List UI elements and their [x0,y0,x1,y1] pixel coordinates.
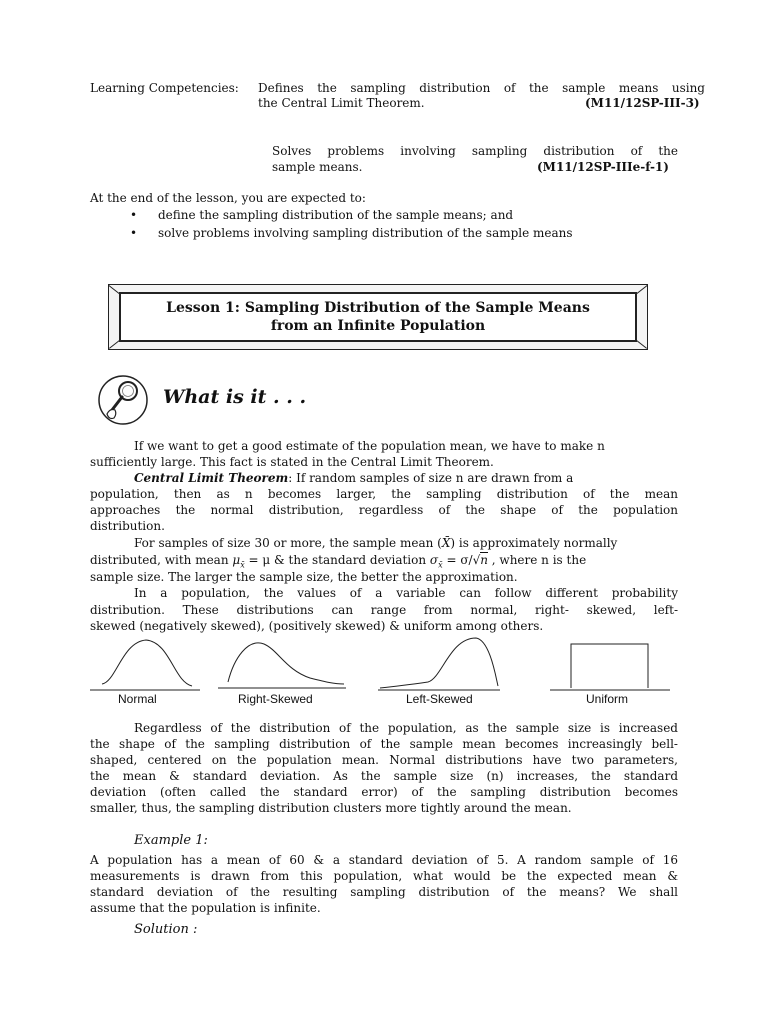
example-line2: measurements is drawn from this population, what would be the expected mean & [90,869,678,883]
example-heading: Example 1: [134,833,208,848]
p3-line2-a: distributed, with mean [90,553,229,567]
objective-item: • define the sampling distribution of the sample means; and [130,207,573,225]
objectives-intro: At the end of the lesson, you are expected to: [90,191,366,205]
p5-line2: the shape of the sampling distribution of the sample mean becomes increasingly bell- [90,737,678,751]
clt-line4: distribution. [90,519,165,533]
label-uniform: Uniform [586,692,629,706]
lesson-title-box [108,284,648,350]
uniform-box-icon [571,644,648,688]
competency-2-code: (M11/12SP-IIIe-f-1) [537,160,669,174]
distribution-figures [88,632,678,710]
p4-line3: skewed (negatively skewed), (positively skewed) & uniform among others. [90,619,544,633]
normal-curve-icon [102,640,192,686]
lesson-title [119,292,637,342]
sqrt-icon: √ [472,553,481,567]
solution-heading: Solution : [134,922,198,937]
label-left-skewed: Left-Skewed [406,692,473,706]
objective-item: • solve problems involving sampling distribution of the sample means [130,225,573,243]
p5-line3: shaped, centered on the population mean. Normal distributions have two parameters, [90,753,678,767]
right-skewed-curve-icon [228,643,344,684]
lesson-title-line1: Lesson 1: Sampling Distribution of the Sample Means [166,300,590,316]
xbar-symbol: X̄ [441,536,451,550]
p1-line1: If we want to get a good estimate of the population mean, we have to make n [134,439,605,453]
p3-line2-d: , where n is the [491,553,587,567]
clt-line3: approaches the normal distribution, regardless of the shape of the population [90,503,678,517]
competency-2-line2: sample means. [272,160,363,174]
p4-line1: In a population, the values of a variable can follow different probability [134,586,678,600]
p5-line1: Regardless of the distribution of the population, as the sample size is increased [134,721,678,735]
p5-line4: the mean & standard deviation. As the sample size (n) increases, the standard [90,769,678,783]
p3-line1-b: ) is approximately normally [450,536,618,550]
p5-line6: smaller, thus, the sampling distribution clusters more tightly around the mean. [90,801,572,815]
label-right-skewed: Right-Skewed [238,692,313,706]
p5-line5: deviation (often called the standard error) of the sampling distribution becomes [90,785,678,799]
example-line3: standard deviation of the resulting sampling distribution of the means? We shall [90,885,678,899]
section-title: What is it . . . [163,386,307,408]
example-line1: A population has a mean of 60 & a standard deviation of 5. A random sample of 16 [90,853,678,867]
p1-line2: sufficiently large. This fact is stated in the Central Limit Theorem. [90,455,494,469]
mu-subscript: x̄ [240,560,245,570]
p3-line3: sample size. The larger the sample size, the better the approximation. [90,570,518,584]
p4-line2: distribution. These distributions can range from normal, right- skewed, left- [90,603,678,617]
sqrt-n: n [480,553,488,567]
p3-line1 [134,535,617,551]
p3-line2-c: = σ/ [446,553,473,567]
competency-1-code: (M11/12SP-III-3) [585,96,700,110]
competency-1-line1: Defines the sampling distribution of the sample means using [258,81,705,95]
p3-line2-b: = μ & the standard deviation [248,553,427,567]
sigma-symbol: σ [429,553,439,567]
example-line4: assume that the population is infinite. [90,901,321,915]
clt-line1 [134,470,573,486]
sigma-subscript: x̄ [438,560,443,570]
competency-1-line2: the Central Limit Theorem. [258,96,425,110]
objectives-list [130,207,573,243]
label-normal: Normal [118,692,157,706]
magnifier-icon [93,374,153,426]
left-skewed-curve-icon [380,638,498,688]
clt-term: Central Limit Theorem [134,471,289,485]
competencies-label: Learning Competencies: [90,81,239,95]
mu-symbol: μ [232,553,241,567]
clt-text: : If random samples of size n are drawn from a [288,471,574,485]
competency-2-line1: Solves problems involving sampling distribution of the [272,144,678,158]
clt-line2: population, then as n becomes larger, the sampling distribution of the mean [90,487,678,501]
p3-line1-a: For samples of size 30 or more, the sample mean ( [134,536,442,550]
lesson-title-line2: from an Infinite Population [270,318,486,334]
